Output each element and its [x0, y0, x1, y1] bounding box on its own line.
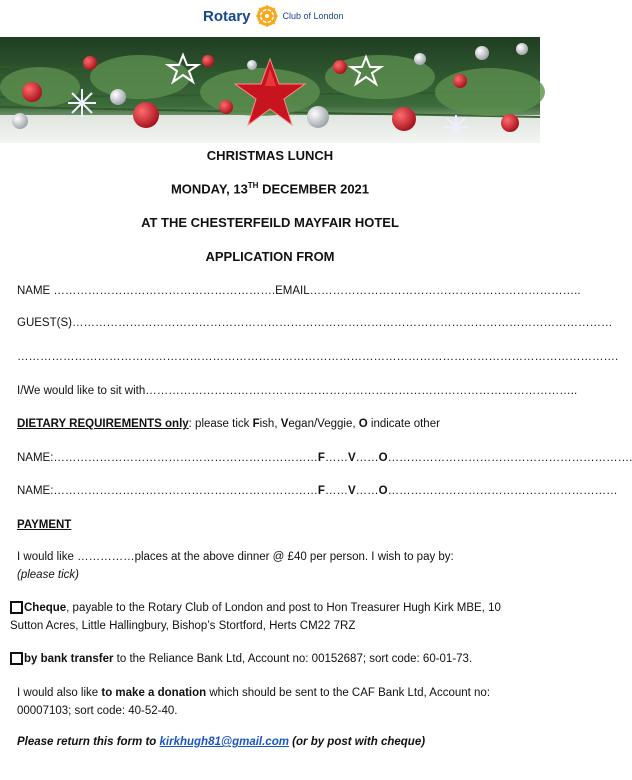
other-rest: indicate other — [367, 418, 440, 430]
christmas-banner-image — [0, 37, 540, 143]
fish-letter: F — [252, 418, 260, 430]
heading-date — [0, 181, 540, 196]
payment-cheque-option[interactable] — [10, 599, 523, 635]
donation-b: to make a donation — [101, 687, 207, 699]
other-letter: O — [358, 418, 368, 430]
return-text-end: (or by post with cheque) — [288, 736, 426, 748]
payment-heading — [17, 519, 71, 531]
row1-dots3: ………………………………………………………. — [387, 452, 632, 464]
return-text: Please return this form to — [17, 736, 160, 748]
donation-text — [17, 684, 523, 720]
header — [0, 0, 540, 36]
row1-o[interactable]: O — [378, 452, 388, 464]
bank-label: by bank transfer — [24, 653, 114, 665]
row2-f[interactable]: F — [317, 485, 325, 497]
logo-word: Rotary — [203, 7, 251, 25]
donation-c: which should be sent to the CAF Bank Ltd, Account no: 00007103; sort code: 40-52-40. — [17, 687, 491, 717]
payment-note: (please tick) — [17, 569, 79, 581]
dietary-row-2[interactable] — [17, 485, 618, 497]
row2-name: NAME:…………………………………………………………… — [17, 485, 318, 497]
row2-dots3: …………………………………………………… — [387, 485, 618, 497]
row2-dots1: …… — [324, 485, 348, 497]
guests-field[interactable]: GUEST(S)…………………………………………………………………………………………………………………………… — [17, 317, 613, 329]
rotary-wheel-icon — [255, 4, 279, 28]
logo-club: Club of London — [282, 11, 344, 21]
row2-dots2: …… — [355, 485, 379, 497]
row2-v[interactable]: V — [347, 485, 356, 497]
donation-a: I would also like — [17, 687, 102, 699]
cheque-checkbox[interactable] — [10, 601, 23, 614]
dietary-text: : please tick — [188, 418, 253, 430]
payment-heading-label: PAYMENT — [17, 519, 72, 531]
vegan-letter: V — [280, 418, 289, 430]
row1-name: NAME:…………………………………………………………… — [17, 452, 318, 464]
bank-transfer-checkbox[interactable] — [10, 652, 23, 665]
fish-rest: ish, — [259, 418, 281, 430]
return-instructions — [17, 736, 425, 748]
date-suffix: DECEMBER 2021 — [258, 181, 370, 197]
dietary-row-1[interactable] — [17, 452, 632, 464]
blank-line-field[interactable]: …………………………………………………………………………………………………………………………………………. — [17, 351, 619, 363]
row1-v[interactable]: V — [347, 452, 356, 464]
name-email-field[interactable]: NAME ………………………………………………….EMAIL…………………………………………………………….. — [17, 285, 581, 297]
cheque-label: Cheque — [24, 602, 67, 614]
dietary-heading — [17, 418, 440, 430]
email-link[interactable]: kirkhugh81@gmail.com — [159, 736, 289, 748]
date-prefix: MONDAY, 13 — [170, 181, 248, 197]
date-sup: TH — [247, 181, 259, 190]
vegan-rest: egan/Veggie, — [288, 418, 359, 430]
payment-places-text: I would like ……………places at the above dinner @ £40 per person. I wish to pay by: — [17, 551, 454, 563]
payment-bank-option[interactable] — [10, 650, 523, 668]
row1-dots2: …… — [355, 452, 379, 464]
bank-text: to the Reliance Bank Ltd, Account no: 00152687; sort code: 60-01-73. — [113, 653, 473, 665]
payment-places — [17, 548, 523, 584]
row1-f[interactable]: F — [317, 452, 325, 464]
row1-dots1: …… — [324, 452, 348, 464]
dietary-heading-label: DIETARY REQUIREMENTS only — [17, 418, 189, 430]
heading-form: APPLICATION FROM — [205, 249, 335, 264]
heading-venue: AT THE CHESTERFEILD MAYFAIR HOTEL — [141, 215, 399, 230]
cheque-text: , payable to the Rotary Club of London and post to Hon Treasurer Hugh Kirk MBE, 10 Sutton Acres, Little Hallingbury, Bishop’s Stortford, Herts CM22 7RZ — [10, 602, 501, 632]
rotary-logo — [203, 4, 344, 28]
row2-o[interactable]: O — [378, 485, 388, 497]
heading-title: CHRISTMAS LUNCH — [206, 148, 334, 163]
sit-with-field[interactable]: I/We would like to sit with………………………………………………………………………………………………….. — [17, 385, 578, 397]
